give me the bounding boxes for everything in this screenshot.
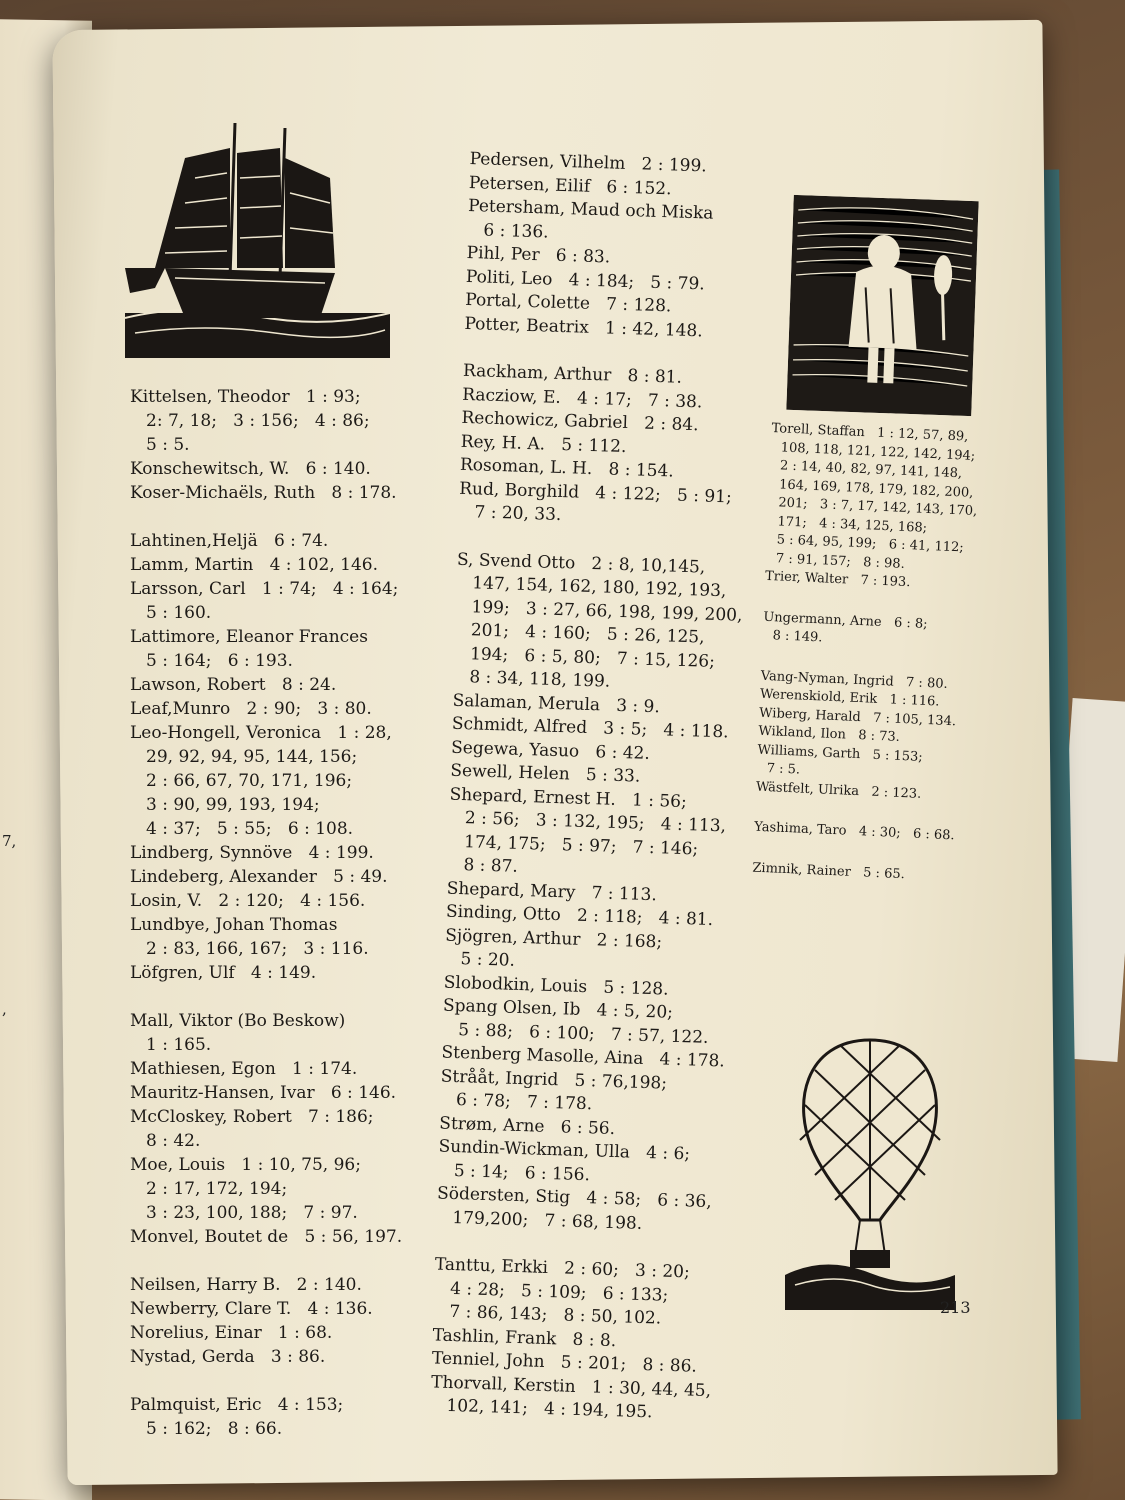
index-entry-refs: 6 : 8; <box>881 614 928 632</box>
index-entry-refs-continued: 8 : 42. <box>146 1131 201 1151</box>
index-entry-refs-continued: 7 : 20, 33. <box>474 502 562 526</box>
index-entry-name: Lindberg, Synnöve <box>130 843 293 863</box>
index-entry-refs: 2 : 123. <box>858 783 922 802</box>
index-entry-name: Strååt, Ingrid <box>440 1066 559 1090</box>
index-entry-name: Strøm, Arne <box>439 1113 545 1137</box>
index-entry-refs-continued: 164, 169, 178, 179, 182, 200, <box>778 476 974 501</box>
index-entry-name: Losin, V. <box>130 891 203 911</box>
index-entry-name: Salaman, Merula <box>452 690 601 715</box>
index-entry-name: Newberry, Clare T. <box>130 1299 292 1319</box>
index-entry <box>130 1345 430 1369</box>
index-entry-refs: 5 : 201; 8 : 86. <box>544 1351 698 1377</box>
page-number: 213 <box>940 1298 971 1317</box>
index-entry-refs: 5 : 33. <box>569 764 641 787</box>
index-entry-refs: 7 : 128. <box>589 293 672 317</box>
cloaked-figure-woodcut <box>786 195 978 416</box>
index-entry-name: Slobodkin, Louis <box>443 972 588 997</box>
index-entry <box>430 1371 731 1427</box>
index-entry-name: Koser-Michaëls, Ruth <box>130 483 316 503</box>
index-entry-refs: 4 : 199. <box>292 843 374 863</box>
index-entry-name: Potter, Beatrix <box>464 313 590 338</box>
index-entry-refs: 4 : 17; 7 : 38. <box>560 387 703 412</box>
index-entry-name: Ungermann, Arne <box>763 609 882 630</box>
index-entry-refs: 2 : 90; 3 : 80. <box>230 699 372 719</box>
index-entry-refs: 2 : 60; 3 : 20; <box>547 1258 691 1283</box>
index-entry-name: Mauritz-Hansen, Ivar <box>130 1083 315 1103</box>
index-entry <box>766 420 992 577</box>
index-entry-refs-continued: 5 : 162; 8 : 66. <box>146 1419 283 1439</box>
index-entry-name: Yashima, Taro <box>753 819 847 839</box>
index-entry <box>130 913 430 961</box>
index-entry <box>130 1105 430 1153</box>
index-entry <box>447 783 750 886</box>
index-entry-refs-continued: 7 : 86, 143; 8 : 50, 102. <box>449 1301 662 1329</box>
index-entry-name: Södersten, Stig <box>436 1183 571 1208</box>
index-entry-refs: 3 : 9. <box>599 694 661 717</box>
index-entry <box>433 1253 735 1333</box>
index-entry-refs: 5 : 128. <box>586 976 669 1000</box>
index-entry-name: Rud, Borghild <box>458 478 580 503</box>
index-entry-refs: 4 : 58; 6 : 36, <box>569 1187 712 1213</box>
index-entry-name: Thorvall, Kerstin <box>430 1371 576 1397</box>
index-entry-name: Spang Olsen, Ib <box>442 995 581 1020</box>
index-entry-name: Lattimore, Eleanor Frances <box>130 627 368 647</box>
index-entry-name: Werenskiold, Erik <box>759 686 878 707</box>
index-entry-refs: 1 : 42, 148. <box>588 317 703 341</box>
index-entry-name: Portal, Colette <box>464 289 591 314</box>
index-entry <box>130 1321 430 1345</box>
index-entry-name: Williams, Garth <box>757 742 861 762</box>
index-entry-name: Palmquist, Eric <box>130 1395 262 1415</box>
left-page-fragment: 7, <box>2 832 17 850</box>
index-entry-refs: 4 : 184; 5 : 79. <box>552 269 706 294</box>
index-entry-refs-continued: 2: 7, 18; 3 : 156; 4 : 86; <box>146 411 370 431</box>
index-entry-refs-continued: 5 : 64, 95, 199; 6 : 41, 112; <box>776 532 964 556</box>
index-entry-name: Petersham, Maud och Miska <box>467 195 714 224</box>
index-entry <box>130 841 430 865</box>
index-entry <box>130 577 430 625</box>
index-entry-refs: 4 : 153; <box>261 1395 344 1415</box>
index-entry-refs: 2 : 120; 4 : 156. <box>202 891 366 911</box>
index-entry-refs: 1 : 116. <box>876 691 940 710</box>
index-entry-name: Zimnik, Rainer <box>752 860 852 880</box>
index-entry-refs-continued: 2 : 66, 67, 70, 171, 196; <box>146 771 353 791</box>
index-entry-refs-continued: 6 : 78; 7 : 178. <box>455 1090 593 1115</box>
index-entry-refs: 8 : 8. <box>556 1328 617 1351</box>
index-entry-refs: 8 : 73. <box>845 727 901 745</box>
index-entry-refs-continued: 171; 4 : 34, 125, 168; <box>777 513 928 536</box>
index-entry-refs-continued: 5 : 164; 6 : 193. <box>146 651 293 671</box>
index-entry-refs-continued: 179,200; 7 : 68, 198. <box>452 1207 643 1234</box>
index-entry-refs: 4 : 122; 5 : 91; <box>578 482 733 507</box>
index-entry-refs: 4 : 30; 6 : 68. <box>846 823 955 844</box>
index-entry-refs: 4 : 5, 20; <box>580 999 674 1023</box>
index-entry-refs: 1 : 68. <box>261 1323 333 1343</box>
index-entry-refs-continued: 4 : 37; 5 : 55; 6 : 108. <box>146 819 354 839</box>
index-entry-refs-continued: 199; 3 : 27, 66, 198, 199, 200, <box>471 596 743 626</box>
index-entry-name: McCloskey, Robert <box>130 1107 292 1127</box>
index-entry-refs: 1 : 93; <box>289 387 361 407</box>
index-entry-refs-continued: 2 : 14, 40, 82, 97, 141, 148, <box>779 458 963 482</box>
index-entry-name: Rosoman, L. H. <box>459 454 593 479</box>
index-entry-name: Lahtinen,Heljä <box>130 531 258 551</box>
index-entry-name: Politi, Leo <box>465 266 553 290</box>
index-entry-refs-continued: 3 : 23, 100, 188; 7 : 97. <box>146 1203 358 1223</box>
index-entry-refs: 4 : 6; <box>629 1142 691 1165</box>
index-entry-refs: 6 : 74. <box>257 531 329 551</box>
index-entry-refs: 3 : 86. <box>254 1347 326 1367</box>
index-entry-refs: 6 : 83. <box>539 245 611 268</box>
index-entry-refs-continued: 201; 4 : 160; 5 : 26, 125, <box>470 620 705 648</box>
index-entry-name: Lindeberg, Alexander <box>130 867 317 887</box>
index-entry-name: Monvel, Boutet de <box>130 1227 289 1247</box>
index-entry-refs: 4 : 136. <box>291 1299 373 1319</box>
index-entry <box>130 1273 430 1297</box>
index-entry-name: Torell, Staffan <box>771 420 866 441</box>
index-entry-refs-continued: 5 : 5. <box>146 435 190 455</box>
index-entry-name: Neilsen, Harry B. <box>130 1275 281 1295</box>
index-entry-refs: 4 : 178. <box>643 1048 726 1072</box>
index-entry-name: Shepard, Ernest H. <box>449 784 617 810</box>
index-gap <box>130 1369 430 1393</box>
index-entry-name: Löfgren, Ulf <box>130 963 235 983</box>
index-entry-refs: 1 : 74; 4 : 164; <box>245 579 399 599</box>
index-entry-name: Leo-Hongell, Veronica <box>130 723 322 743</box>
index-entry-refs: 5 : 112. <box>544 434 627 457</box>
index-entry <box>130 481 430 505</box>
index-entry-refs-continued: 5 : 160. <box>146 603 212 623</box>
index-entry-name: Lamm, Martin <box>130 555 254 575</box>
index-entry-refs: 1 : 28, <box>321 723 392 743</box>
index-entry-name: Mall, Viktor (Bo Beskow) <box>130 1011 346 1031</box>
index-entry-refs: 3 : 5; 4 : 118. <box>586 717 729 743</box>
index-entry <box>130 553 430 577</box>
index-gap <box>130 985 430 1009</box>
index-entry-refs: 5 : 56, 197. <box>288 1227 403 1247</box>
index-entry-refs: 2 : 84. <box>627 413 699 436</box>
index-entry-refs-continued: 2 : 56; 3 : 132, 195; 4 : 113, <box>464 808 727 837</box>
index-entry-refs-continued: 8 : 34, 118, 199. <box>469 667 611 692</box>
index-entry-refs: 4 : 149. <box>234 963 317 983</box>
index-entry-refs: 2 : 8, 10,145, <box>574 553 706 578</box>
index-entry <box>130 961 430 985</box>
index-entry-refs-continued: 7 : 5. <box>766 761 801 778</box>
index-entry-name: Kittelsen, Theodor <box>130 387 290 407</box>
index-entry-refs: 8 : 178. <box>315 483 397 503</box>
index-entry-refs: 7 : 80. <box>893 674 948 692</box>
index-entry <box>130 673 430 697</box>
index-entry-name: Wikland, Ilon <box>758 723 847 743</box>
index-column-middle <box>430 148 770 1427</box>
index-entry-name: Larsson, Carl <box>130 579 246 599</box>
index-entry-refs-continued: 4 : 28; 5 : 109; 6 : 133; <box>449 1278 669 1306</box>
index-entry-refs: 6 : 146. <box>314 1083 397 1103</box>
index-entry-refs-continued: 1 : 165. <box>146 1035 212 1055</box>
sailing-ship-woodcut <box>125 118 390 363</box>
index-entry <box>130 457 430 481</box>
index-entry-refs: 1 : 12, 57, 89, <box>864 425 969 445</box>
index-entry-name: Tanttu, Erkki <box>434 1254 549 1278</box>
index-entry-name: Sewell, Helen <box>450 760 571 785</box>
index-entry <box>453 548 757 698</box>
index-entry-name: Sinding, Otto <box>445 901 562 926</box>
index-entry-refs: 1 : 56; <box>615 789 688 812</box>
index-entry <box>130 1153 430 1225</box>
index-entry-name: Konschewitsch, W. <box>130 459 290 479</box>
index-entry-refs-continued: 147, 154, 162, 180, 192, 193, <box>472 573 727 602</box>
index-entry-refs-continued: 5 : 14; 6 : 156. <box>453 1160 591 1185</box>
index-entry-refs: 6 : 152. <box>589 176 672 199</box>
index-entry-name: Nystad, Gerda <box>130 1347 255 1367</box>
index-entry <box>130 385 430 457</box>
index-entry-name: Rey, H. A. <box>460 431 546 454</box>
index-entry-refs-continued: 3 : 90, 99, 193, 194; <box>146 795 320 815</box>
index-entry-refs: 5 : 65. <box>850 864 906 882</box>
index-entry-refs: 8 : 154. <box>592 459 675 482</box>
index-entry-refs: 5 : 76,198; <box>557 1069 668 1094</box>
index-gap <box>130 1249 430 1273</box>
index-entry-refs-continued: 194; 6 : 5, 80; 7 : 15, 126; <box>469 643 716 672</box>
index-entry-name: Shepard, Mary <box>446 878 576 903</box>
index-entry-refs-continued: 5 : 88; 6 : 100; 7 : 57, 122. <box>457 1019 709 1048</box>
index-entry-refs: 7 : 193. <box>847 572 911 591</box>
index-entry-name: Tenniel, John <box>431 1348 545 1372</box>
index-entry-name: Vang-Nyman, Ingrid <box>760 668 895 690</box>
index-entry <box>130 1225 430 1249</box>
index-entry-refs-continued: 2 : 83, 166, 167; 3 : 116. <box>146 939 369 959</box>
index-entry-name: Racziow, E. <box>461 384 562 408</box>
index-entry-refs: 6 : 140. <box>289 459 371 479</box>
index-entry-refs: 6 : 56. <box>544 1116 616 1139</box>
index-entry-name: Wiberg, Harald <box>758 705 862 725</box>
index-entry-name: Rackham, Arthur <box>462 360 612 386</box>
index-entry-name: Mathiesen, Egon <box>130 1059 276 1079</box>
index-entry-name: Pihl, Per <box>466 242 540 266</box>
index-entry-refs: 1 : 10, 75, 96; <box>225 1155 361 1175</box>
index-gap <box>130 505 430 529</box>
index-entry-name: Lawson, Robert <box>130 675 266 695</box>
index-entry <box>130 1009 430 1057</box>
index-entry-refs: 8 : 24. <box>265 675 337 695</box>
index-entry <box>130 721 430 841</box>
index-entry-name: Leaf,Munro <box>130 699 231 719</box>
index-entry <box>130 1057 430 1081</box>
index-entry-refs: 5 : 153; <box>859 746 924 765</box>
index-entry-refs: 8 : 81. <box>611 365 683 388</box>
index-entry <box>130 1297 430 1321</box>
index-entry-name: Petersen, Eilif <box>468 172 591 197</box>
index-entry-refs: 5 : 49. <box>316 867 388 887</box>
index-entry-refs-continued: 7 : 91, 157; 8 : 98. <box>775 550 906 572</box>
index-entry-refs-continued: 102, 141; 4 : 194, 195. <box>446 1395 653 1423</box>
left-page-fragment: , <box>2 1000 7 1018</box>
index-entry <box>458 477 759 533</box>
index-entry-name: Norelius, Einar <box>130 1323 262 1343</box>
hot-air-balloon-woodcut <box>785 1035 955 1310</box>
index-entry-name: Segewa, Yasuo <box>450 737 580 762</box>
index-column-left <box>130 385 430 1441</box>
index-entry <box>130 889 430 913</box>
index-entry-name: Schmidt, Alfred <box>451 713 588 738</box>
index-entry-name: Moe, Louis <box>130 1155 226 1175</box>
index-entry-refs: 7 : 113. <box>575 882 658 905</box>
index-entry-name: Sjögren, Arthur <box>444 925 581 950</box>
index-entry <box>130 529 430 553</box>
index-entry-refs: 4 : 102, 146. <box>253 555 379 575</box>
index-entry-name: Pedersen, Vilhelm <box>469 148 626 174</box>
index-entry-refs-continued: 6 : 136. <box>483 219 549 243</box>
index-entry-refs-continued: 174, 175; 5 : 97; 7 : 146; <box>463 831 699 860</box>
index-entry-refs-continued: 8 : 149. <box>772 628 823 646</box>
index-entry-refs-continued: 201; 3 : 7, 17, 142, 143, 170, <box>778 495 978 520</box>
index-entry-refs: 2 : 140. <box>280 1275 362 1295</box>
index-entry <box>436 1182 737 1238</box>
index-entry <box>130 625 430 673</box>
index-entry-refs: 6 : 42. <box>578 741 651 764</box>
index-entry-name: Rechowicz, Gabriel <box>461 407 629 434</box>
index-entry-refs-continued: 5 : 20. <box>460 949 516 971</box>
index-entry-refs: 2 : 199. <box>625 153 708 177</box>
index-entry-refs: 2 : 168; <box>580 929 663 952</box>
index-entry-name: Wästfelt, Ulrika <box>755 779 860 799</box>
index-entry-name: Stenberg Masolle, Aina <box>441 1042 644 1069</box>
index-entry-refs: 1 : 30, 44, 45, <box>575 1376 712 1401</box>
index-column-right <box>752 420 992 887</box>
index-entry-refs: 7 : 105, 134. <box>860 709 957 729</box>
index-entry-refs-continued: 29, 92, 94, 95, 144, 156; <box>146 747 358 767</box>
index-entry-name: Tashlin, Frank <box>432 1324 557 1349</box>
index-entry <box>130 865 430 889</box>
index-entry-refs-continued: 2 : 17, 172, 194; <box>146 1179 288 1199</box>
index-entry <box>130 697 430 721</box>
index-entry-refs: 1 : 174. <box>275 1059 358 1079</box>
index-entry <box>130 1081 430 1105</box>
index-entry-refs-continued: 108, 118, 121, 122, 142, 194; <box>780 439 976 464</box>
index-entry-name: Lundbye, Johan Thomas <box>130 915 338 935</box>
index-entry <box>130 1393 430 1441</box>
index-entry-name: S, Svend Otto <box>456 549 576 574</box>
index-entry-refs: 7 : 186; <box>291 1107 374 1127</box>
index-entry-refs-continued: 8 : 87. <box>463 855 519 877</box>
index-entry-name: Sundin-Wickman, Ulla <box>438 1136 631 1163</box>
index-entry-refs: 2 : 118; 4 : 81. <box>560 905 714 931</box>
index-entry-name: Trier, Walter <box>764 568 849 588</box>
